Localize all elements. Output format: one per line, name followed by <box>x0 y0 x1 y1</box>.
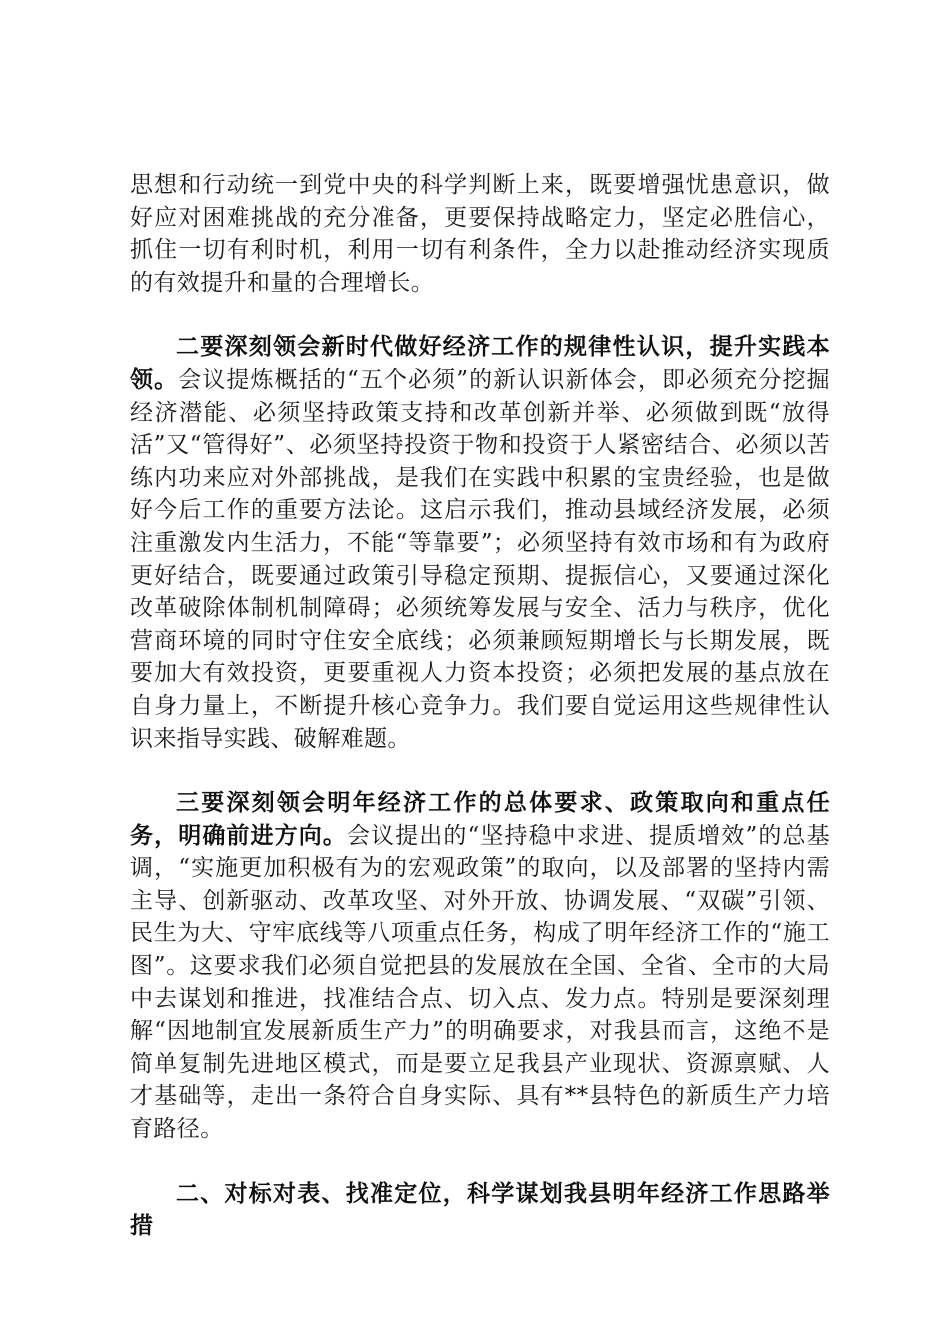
paragraph-lead: 二要深刻领会新时代做好经济工作的规律性认识，提升实践本领。 <box>130 333 830 393</box>
paragraph-point-two <box>130 331 830 755</box>
paragraph-text: 会议提炼概括的“五个必须”的新认识新体会，即必须充分挖掘经济潜能、必须坚持政策支持和改革创新并举、必须做到既“放得活”又“管得好”、必须坚持投资于物和投资于人紧密结合、必须以苦练内功来应对外部挑战，是我们在实践中积累的宝贵经验，也是做好今后工作的重要方法论。这启示我们，推动县域经济发展，必须注重激发内生活力，不能“等靠要”；必须坚持有效市场和有为政府更好结合，既要通过政策引导稳定预期、提振信心，又要通过深化改革破除体制机制障碍；必须统筹发展与安全、活力与秩序，优化营商环境的同时守住安全底线；必须兼顾短期增长与长期发展，既要加大有效投资，更要重视人力资本投资；必须把发展的基点放在自身力量上，不断提升核心竞争力。我们要自觉运用这些规律性认识来指导实践、破解难题。 <box>130 366 830 752</box>
section-heading: 二、对标对表、找准定位，科学谋划我县明年经济工作思路举措 <box>130 1179 830 1240</box>
document-body <box>130 169 830 1243</box>
paragraph-continuation <box>130 169 830 299</box>
paragraph-text: 会议提出的“坚持稳中求进、提质增效”的总基调，“实施更加积极有为的宏观政策”的取向，以及部署的坚持内需主导、创新驱动、改革攻坚、对外开放、协调发展、“双碳”引领、民生为大、守牢底线等八项重点任务，构成了明年经济工作的“施工图”。这要求我们必须自觉把县的发展放在全国、全省、全市的大局中去谋划和推进，找准结合点、切入点、发力点。特别是要深刻理解“因地制宜发展新质生产力”的明确要求，对我县而言，这绝不是简单复制先进地区模式，而是要立足我县产业现状、资源禀赋、人才基础等，走出一条符合自身实际、具有**县特色的新质生产力培育路径。 <box>130 822 830 1143</box>
paragraph-lead: 三要深刻领会明年经济工作的总体要求、政策取向和重点任务，明确前进方向。 <box>130 789 830 849</box>
paragraph-text: 思想和行动统一到党中央的科学判断上来，既要增强忧患意识，做好应对困难挑战的充分准备，更要保持战略定力，坚定必胜信心，抓住一切有利时机，利用一切有利条件，全力以赴推动经济实现质的有效提升和量的合理增长。 <box>130 172 830 296</box>
paragraph-point-three <box>130 787 830 1146</box>
